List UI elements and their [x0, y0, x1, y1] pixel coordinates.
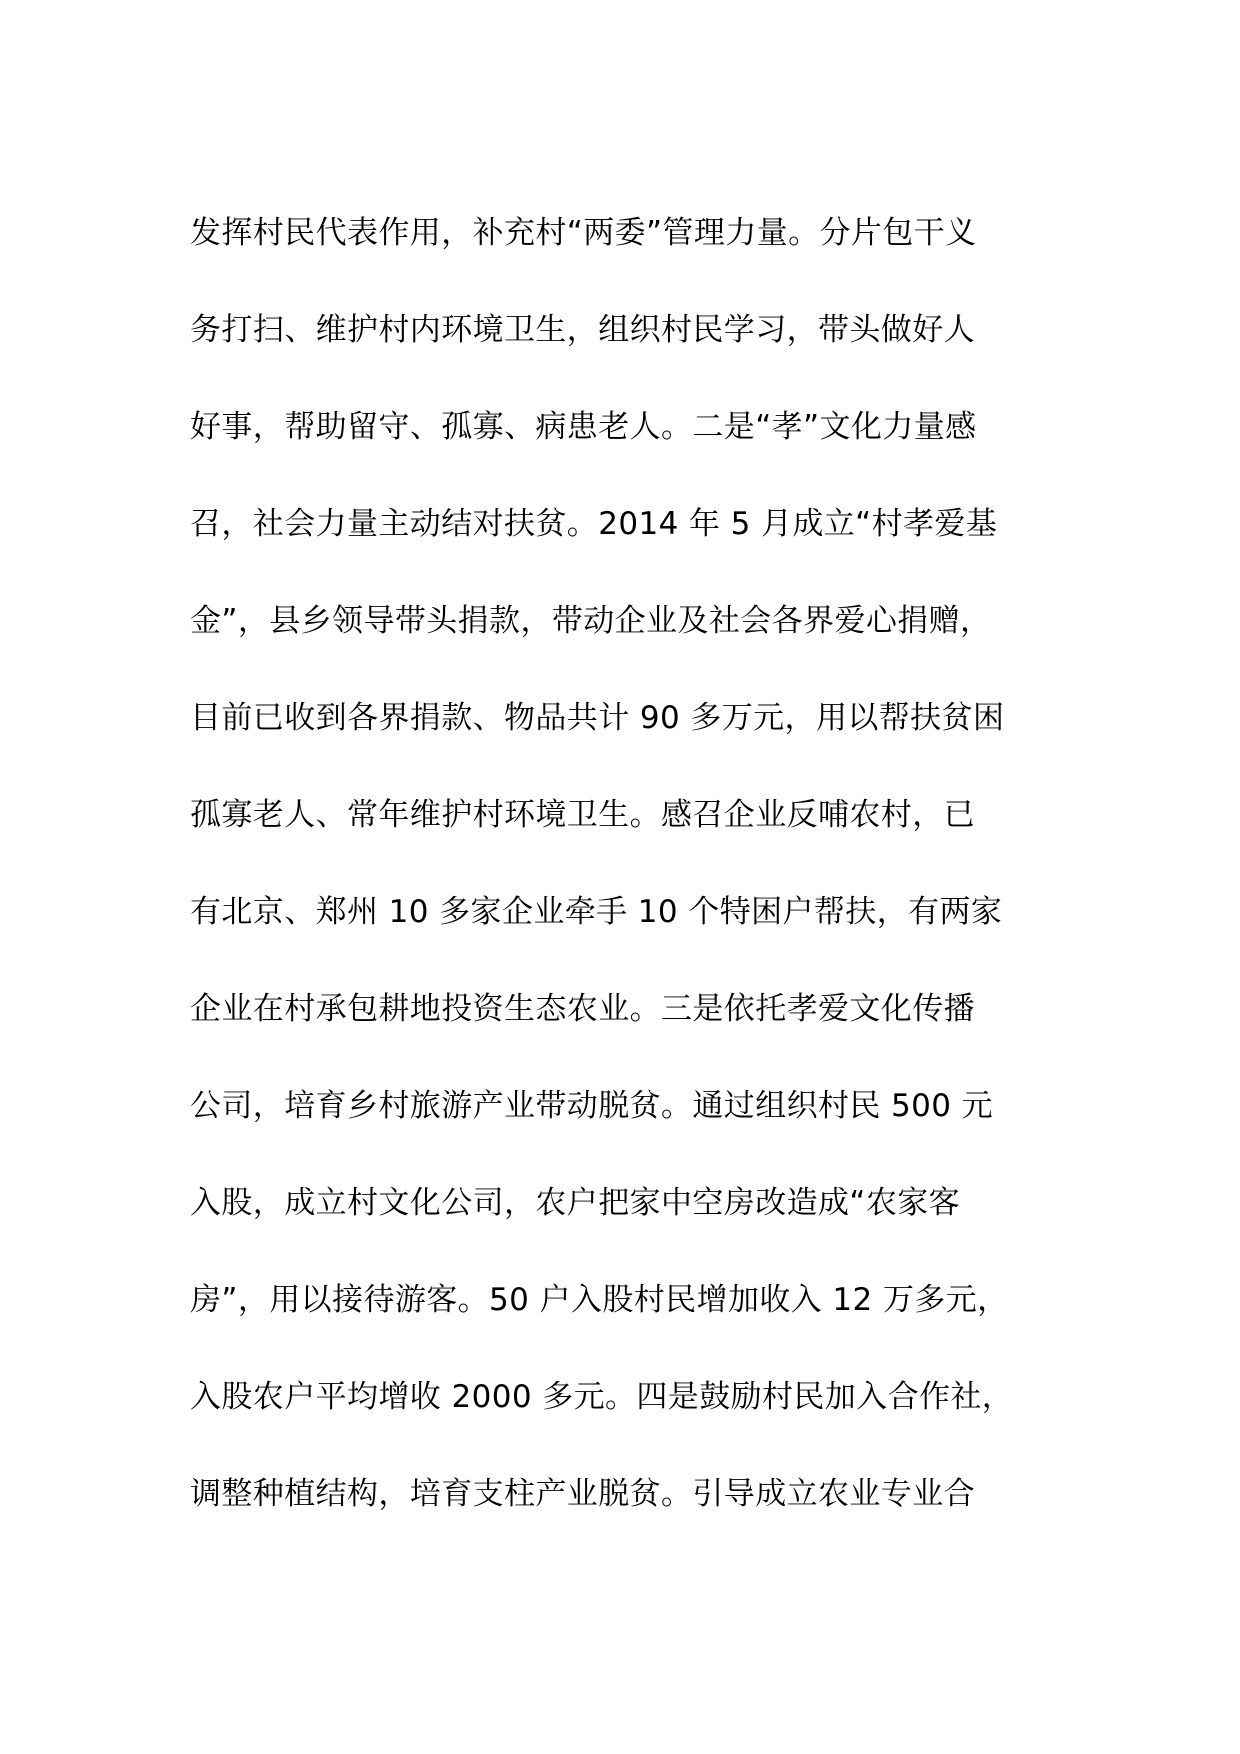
text-line-2: 务打扫、维护村内环境卫生，组织村民学习，带头做好人 — [190, 312, 975, 348]
text-line-12: 房”，用以接待游客。50 户入股村民增加收入 12 万多元， — [190, 1282, 1009, 1318]
body-text — [190, 185, 1070, 1543]
text-line-1: 发挥村民代表作用，补充村“两委”管理力量。分片包干义 — [190, 215, 977, 251]
text-line-8: 有北京、郑州 10 多家企业牵手 10 个特困户帮扶，有两家 — [190, 894, 1003, 930]
text-line-6: 目前已收到各界捐款、物品共计 90 多万元，用以帮扶贫困 — [190, 700, 1005, 736]
text-line-13: 入股农户平均增收 2000 多元。四是鼓励村民加入合作社， — [190, 1379, 1014, 1415]
text-line-3: 好事，帮助留守、孤寡、病患老人。二是“孝”文化力量感 — [190, 409, 977, 445]
text-line-14: 调整种植结构，培育支柱产业脱贫。引导成立农业专业合 — [190, 1476, 975, 1512]
text-line-7: 孤寡老人、常年维护村环境卫生。感召企业反哺农村，已 — [190, 797, 975, 833]
text-line-5: 金”，县乡领导带头捐款，带动企业及社会各界爱心捐赠， — [190, 603, 992, 639]
text-line-4: 召，社会力量主动结对扶贫。2014 年 5 月成立“村孝爱基 — [190, 506, 998, 542]
text-line-11: 入股，成立村文化公司，农户把家中空房改造成“农家客 — [190, 1185, 961, 1221]
text-line-10: 公司，培育乡村旅游产业带动脱贫。通过组织村民 500 元 — [190, 1088, 994, 1124]
text-line-9: 企业在村承包耕地投资生态农业。三是依托孝爱文化传播 — [190, 991, 975, 1027]
